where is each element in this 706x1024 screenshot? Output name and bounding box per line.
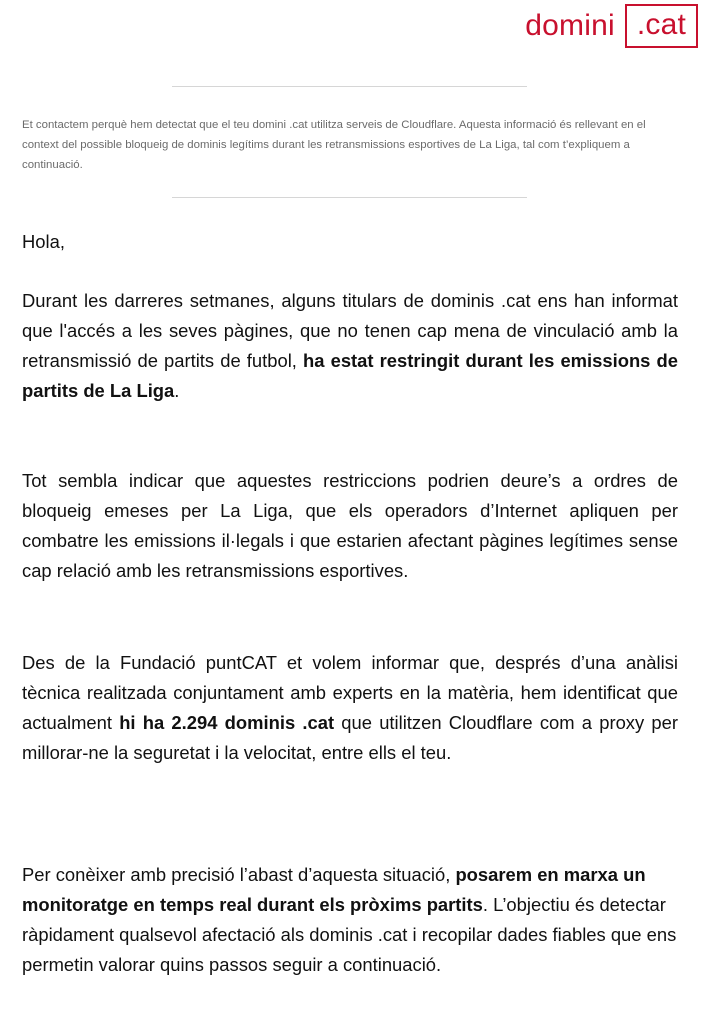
greeting: Hola, <box>22 231 65 252</box>
paragraph-1-bold: ha estat restringit durant les emissions de partits de La Liga <box>22 350 678 401</box>
intro-notice: Et contactem perquè hem detectat que el teu domini .cat utilitza serveis de Cloudflare. Aquesta informació és rellevant en el context del possible bloqueig de dominis legítims durant les retransmissions esportives de La Liga, tal com t’expliquem a continuació. <box>22 119 646 171</box>
paragraph-4 <box>22 860 678 980</box>
paragraph-1-text: Durant les darreres setmanes, alguns titulars de dominis .cat ens han informat que l'accés a les seves pàgines, que no tenen cap mena de vinculació amb la retransmissió de partits de futbol, <box>22 290 678 371</box>
paragraph-4-text: Per conèixer amb precisió l’abast d’aquesta situació, <box>22 864 456 885</box>
paragraph-1 <box>22 286 678 406</box>
paragraph-3-bold: hi ha 2.294 dominis .cat <box>119 712 335 733</box>
logo-box: .cat <box>625 4 698 48</box>
paragraph-4-end: . L’objectiu és detectar ràpidament qualsevol afectació als dominis .cat i recopilar dades fiables que ens permetin valorar quins passos seguir a continuació. <box>22 894 677 975</box>
paragraph-3-end: que utilitzen Cloudflare com a proxy per millorar-ne la seguretat i la velocitat, entre ells el teu. <box>22 712 678 763</box>
logo-word: domini <box>525 9 615 42</box>
top-divider <box>172 86 527 87</box>
paragraph-3 <box>22 648 678 768</box>
paragraph-1-end: . <box>174 380 180 401</box>
paragraph-2: Tot sembla indicar que aquestes restriccions podrien deure’s a ordres de bloqueig emeses per La Liga, que els operadors d’Internet apliquen per combatre les emissions il·legals i que estarien afectant pàgines legítimes sense cap relació amb les retransmissions esportives. <box>22 470 678 581</box>
paragraph-4-bold: posarem en marxa un monitoratge en temps real durant els pròxims partits <box>22 864 646 915</box>
domini-cat-logo <box>525 4 698 48</box>
paragraph-3-text: Des de la Fundació puntCAT et volem informar que, després d’una anàlisi tècnica realitzada conjuntament amb experts en la matèria, hem identificat que actualment <box>22 652 678 733</box>
bottom-divider <box>172 197 527 198</box>
